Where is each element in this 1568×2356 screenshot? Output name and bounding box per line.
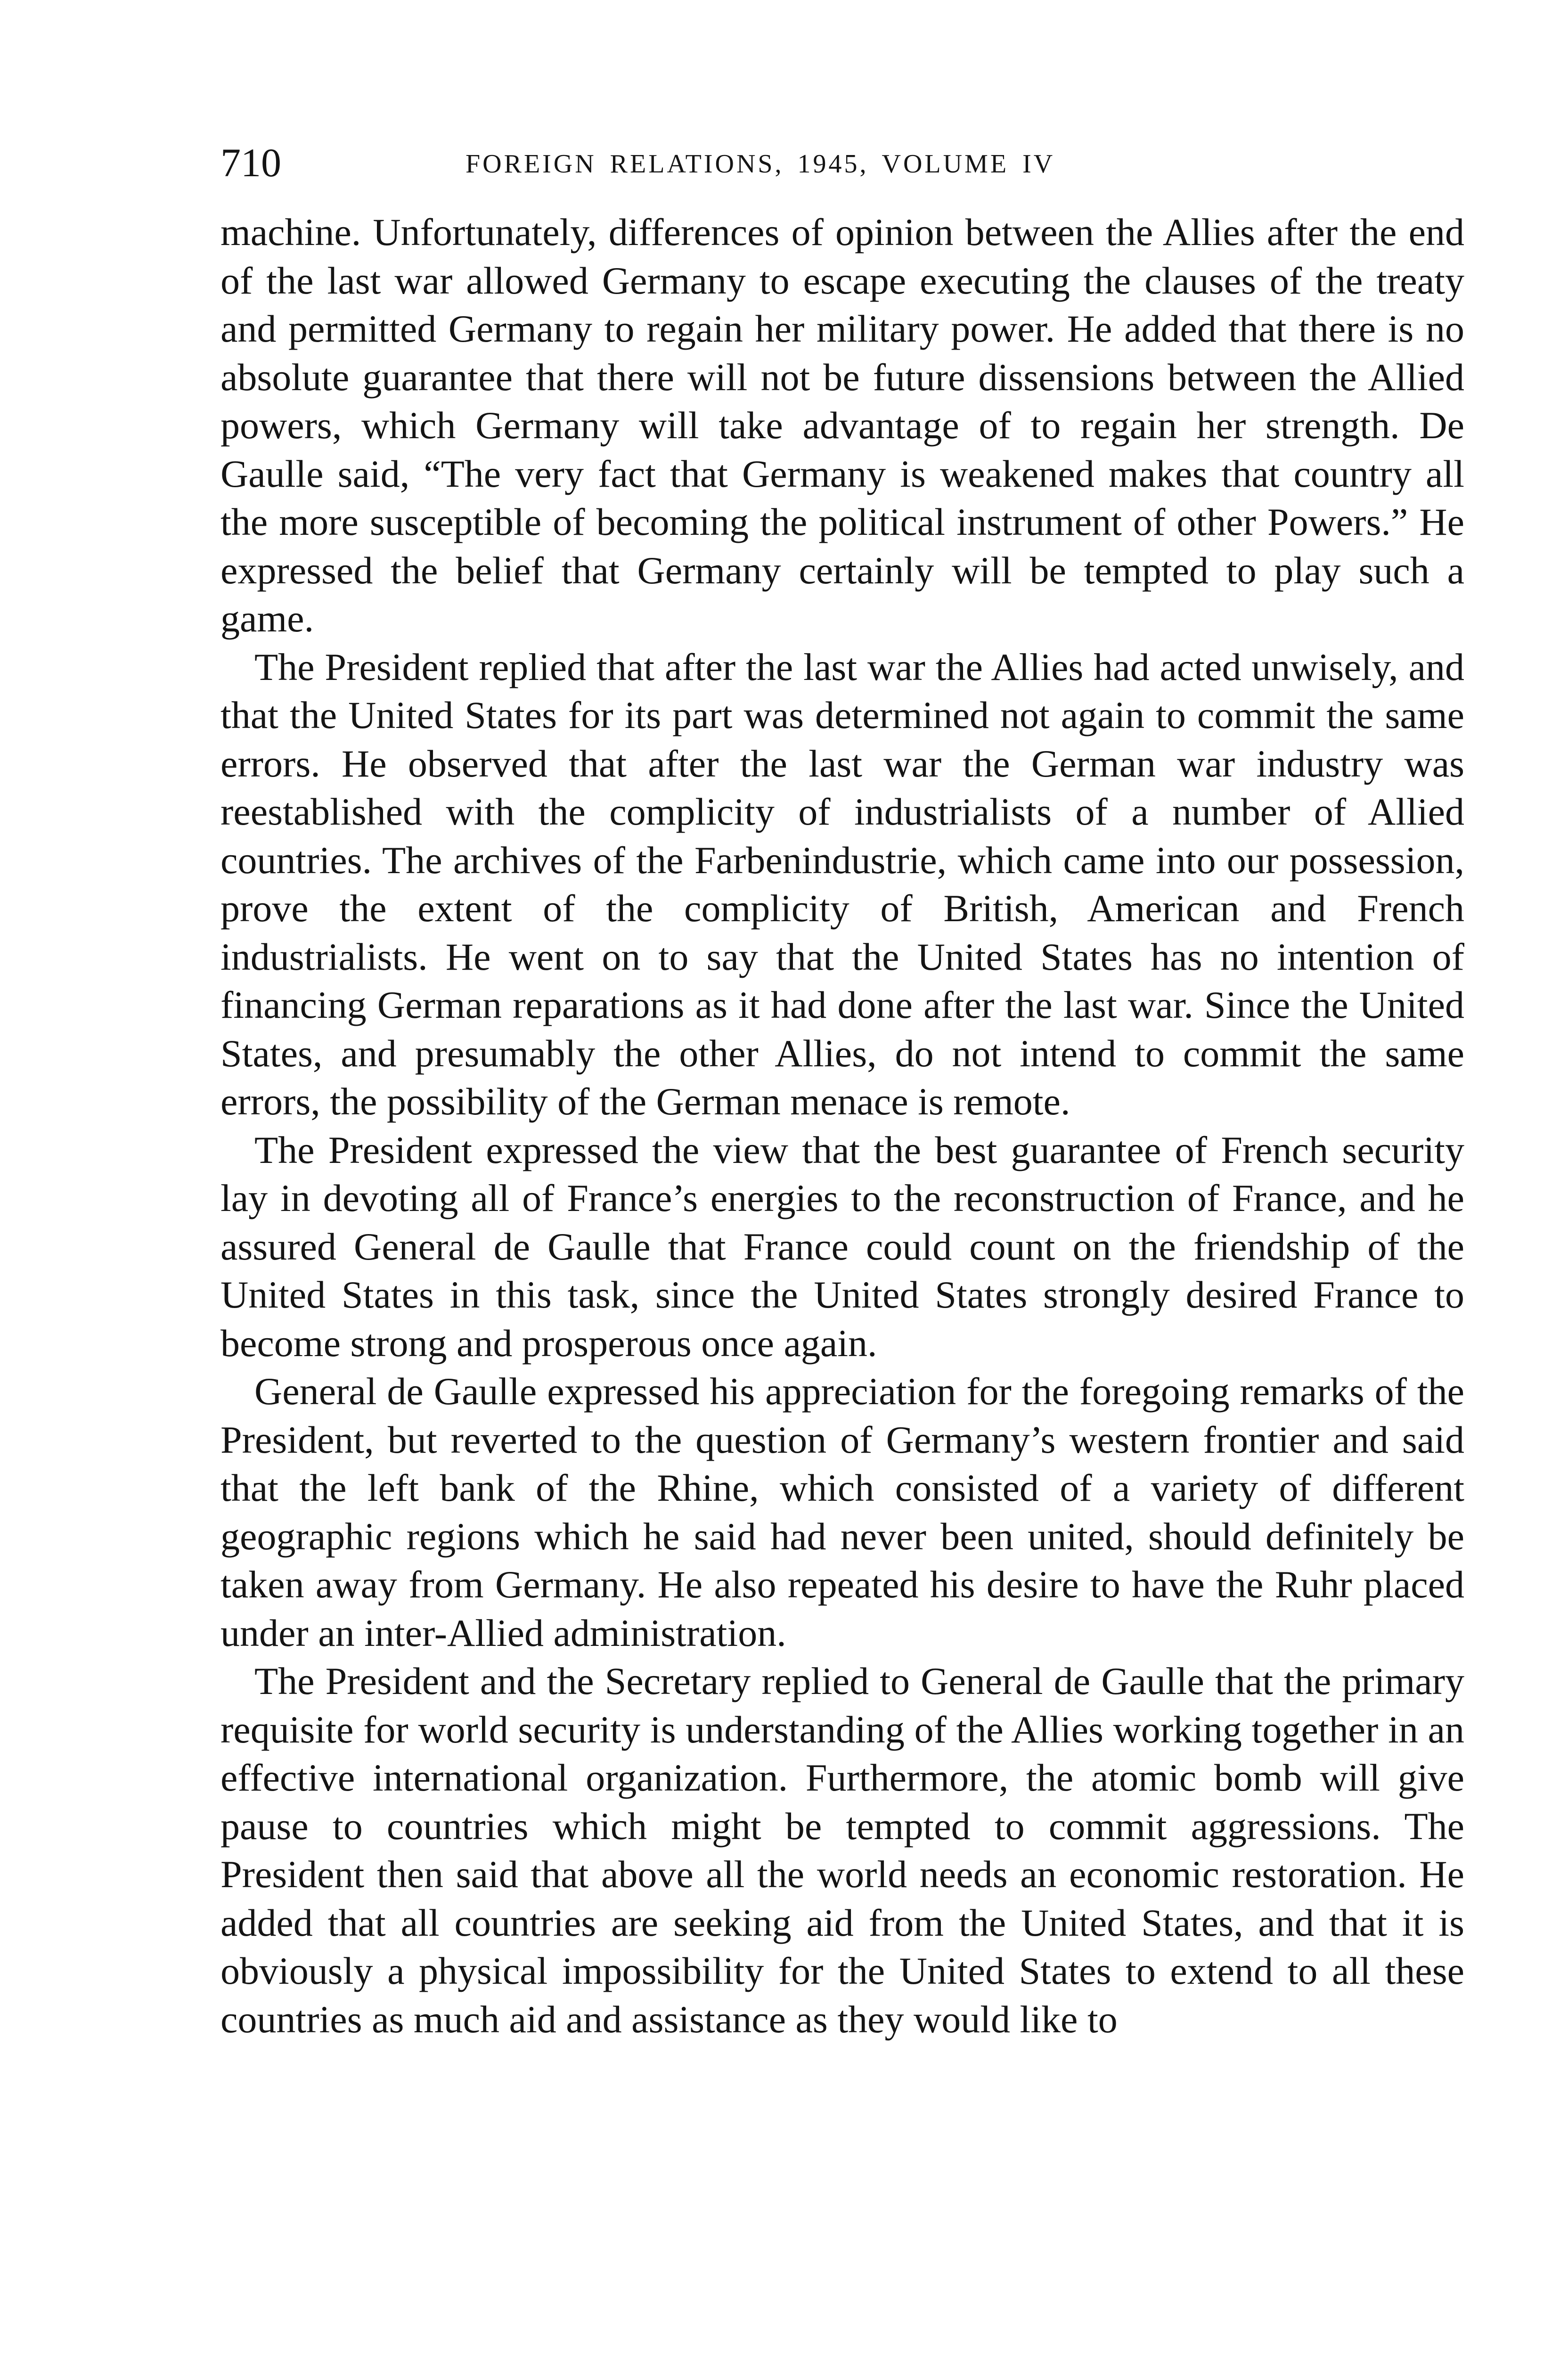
paragraph: General de Gaulle expressed his appreciation for the foregoing remarks of the President, but reverted to the question of Germany’s western frontier and said that the left bank of the Rhine, which consisted of a variety of different geographic regions which he said had never been united, should definitely be taken away from Germany. He also repeated his desire to have the Ruhr placed under an inter-Allied administration. <box>220 1370 1464 1654</box>
paragraph: The President replied that after the last war the Allies had acted unwisely, and that the United States for its part was determined not again to commit the same errors. He observed that after the last war the German war industry was reestablished with the complicity of industrialists of a number of Allied countries. The archives of the Farbenindustrie, which came into our possession, prove the extent of the complicity of British, American and French industrialists. He went on to say that the United States has no intention of financing German reparations as it had done after the last war. Since the United States, and presumably the other Allies, do not intend to commit the same errors, the possibility of the German menace is remote. <box>220 645 1464 1123</box>
page-number: 710 <box>220 140 281 185</box>
paragraph: The President expressed the view that the best guarantee of French security lay in devoting all of France’s energies to the reconstruction of France, and he assured General de Gaulle that France could count on the friendship of the United States in this task, since the United States strongly desired France to become strong and prosperous once again. <box>220 1128 1464 1365</box>
paragraph: The President and the Secretary replied to General de Gaulle that the primary requisite for world security is understanding of the Allies working together in an effective international organization. Furthermore, the atomic bomb will give pause to countries which might be tempted to commit aggressions. The President then said that above all the world needs an economic restoration. He added that all countries are seeking aid from the United States, and that it is obviously a physical impossibility for the United States to extend to all these countries as much aid and assistance as they would like to <box>220 1660 1464 2041</box>
running-head: FOREIGN RELATIONS, 1945, VOLUME IV <box>466 149 1055 179</box>
body-text <box>220 208 1464 2044</box>
page-header <box>220 137 1464 188</box>
paragraph: machine. Unfortunately, differences of opinion between the Allies after the end of the last war allowed Germany to escape executing the clauses of the treaty and permitted Germany to regain her military power. He added that there is no absolute guarantee that there will not be future dissensions between the Allied powers, which Germany will take advantage of to regain her strength. De Gaulle said, “The very fact that Germany is weakened makes that country all the more susceptible of becoming the political instrument of other Powers.” He expressed the belief that Germany certainly will be tempted to play such a game. <box>220 211 1464 640</box>
